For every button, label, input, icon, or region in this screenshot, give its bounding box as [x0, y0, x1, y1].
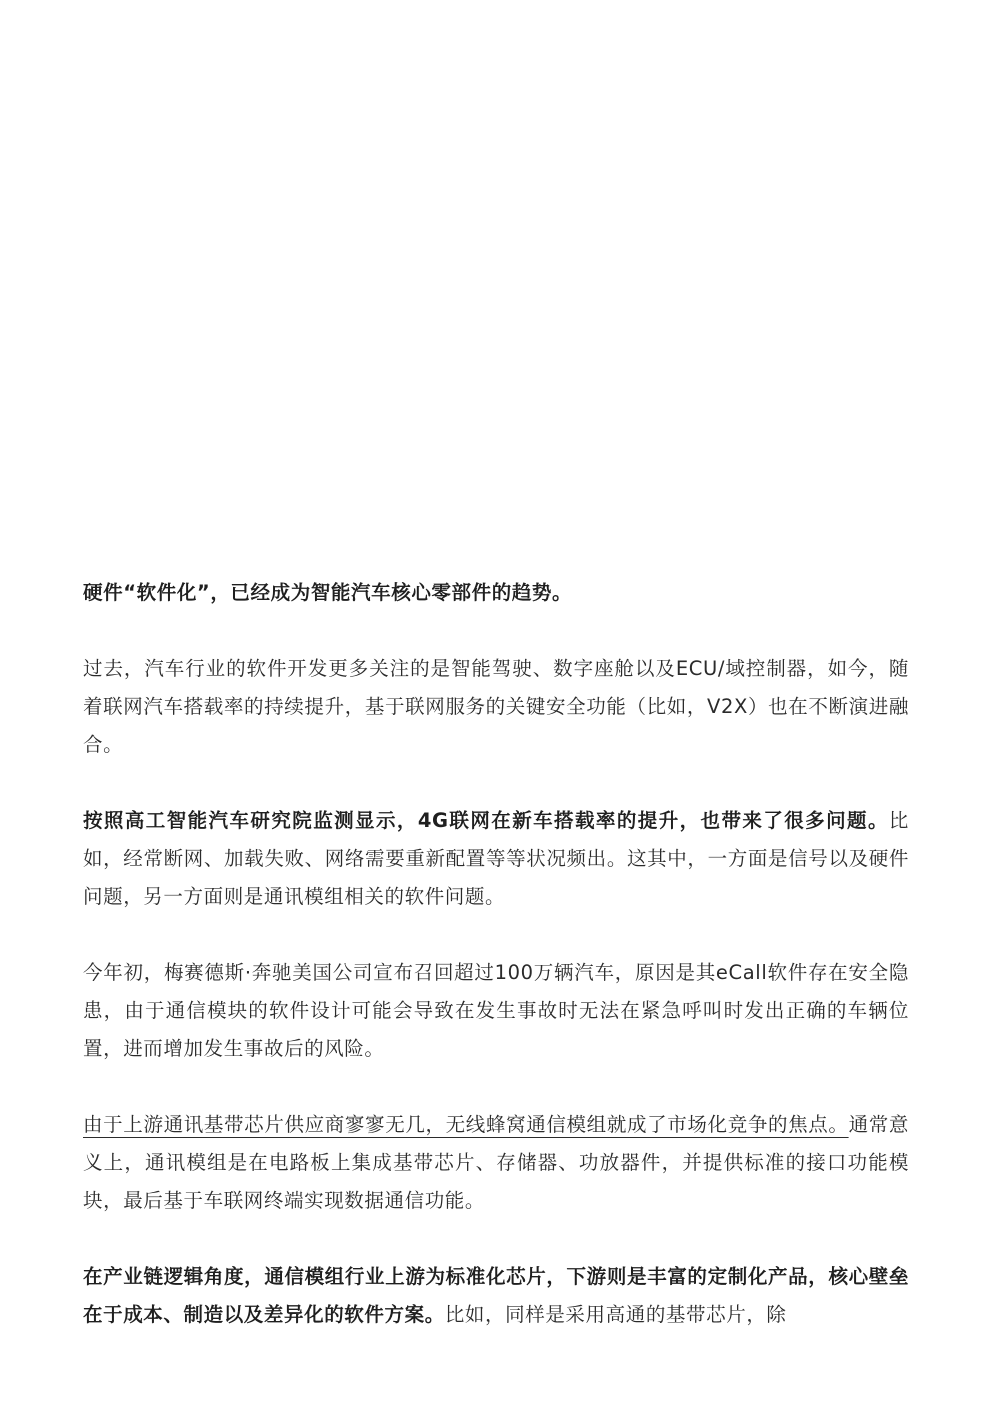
bold-statement: 按照高工智能汽车研究院监测显示，4G联网在新车搭载率的提升，也带来了很多问题。	[83, 809, 889, 832]
paragraph-software-development	[83, 650, 909, 764]
paragraph-industry-chain	[83, 1258, 909, 1334]
paragraph-text: 通常意义上，通讯模组是在电路板上集成基带芯片、存储器、功放器件，并提供标准的接口功能模块，最后基于车联网终端实现数据通信功能。	[83, 1113, 909, 1212]
paragraph-text: 今年初，梅赛德斯·奔驰美国公司宣布召回超过100万辆汽车，原因是其eCall软件存在安全隐患，由于通信模块的软件设计可能会导致在发生事故时无法在紧急呼叫时发出正确的车辆位置，进而增加发生事故后的风险。	[83, 961, 909, 1060]
paragraph-text: 比如，同样是采用高通的基带芯片，除	[444, 1303, 787, 1326]
underlined-statement: 由于上游通讯基带芯片供应商寥寥无几，无线蜂窝通信模组就成了市场化竞争的焦点。	[83, 1113, 849, 1136]
paragraph-trend	[83, 574, 909, 612]
paragraph-text: 比如，经常断网、加载失败、网络需要重新配置等等状况频出。这其中，一方面是信号以及硬件问题，另一方面则是通讯模组相关的软件问题。	[83, 809, 909, 908]
paragraph-4g-issues	[83, 802, 909, 916]
bold-statement: 硬件“软件化”，已经成为智能汽车核心零部件的趋势。	[83, 581, 573, 604]
paragraph-text: 过去，汽车行业的软件开发更多关注的是智能驾驶、数字座舱以及ECU/域控制器，如今，随着联网汽车搭载率的持续提升，基于联网服务的关键安全功能（比如，V2X）也在不断演进融合。	[83, 657, 909, 756]
bold-statement: 在产业链逻辑角度，通信模组行业上游为标准化芯片，下游则是丰富的定制化产品，核心壁垒在于成本、制造以及差异化的软件方案。	[83, 1265, 909, 1326]
paragraph-modules	[83, 1106, 909, 1220]
article-body	[83, 574, 909, 1334]
paragraph-recall	[83, 954, 909, 1068]
